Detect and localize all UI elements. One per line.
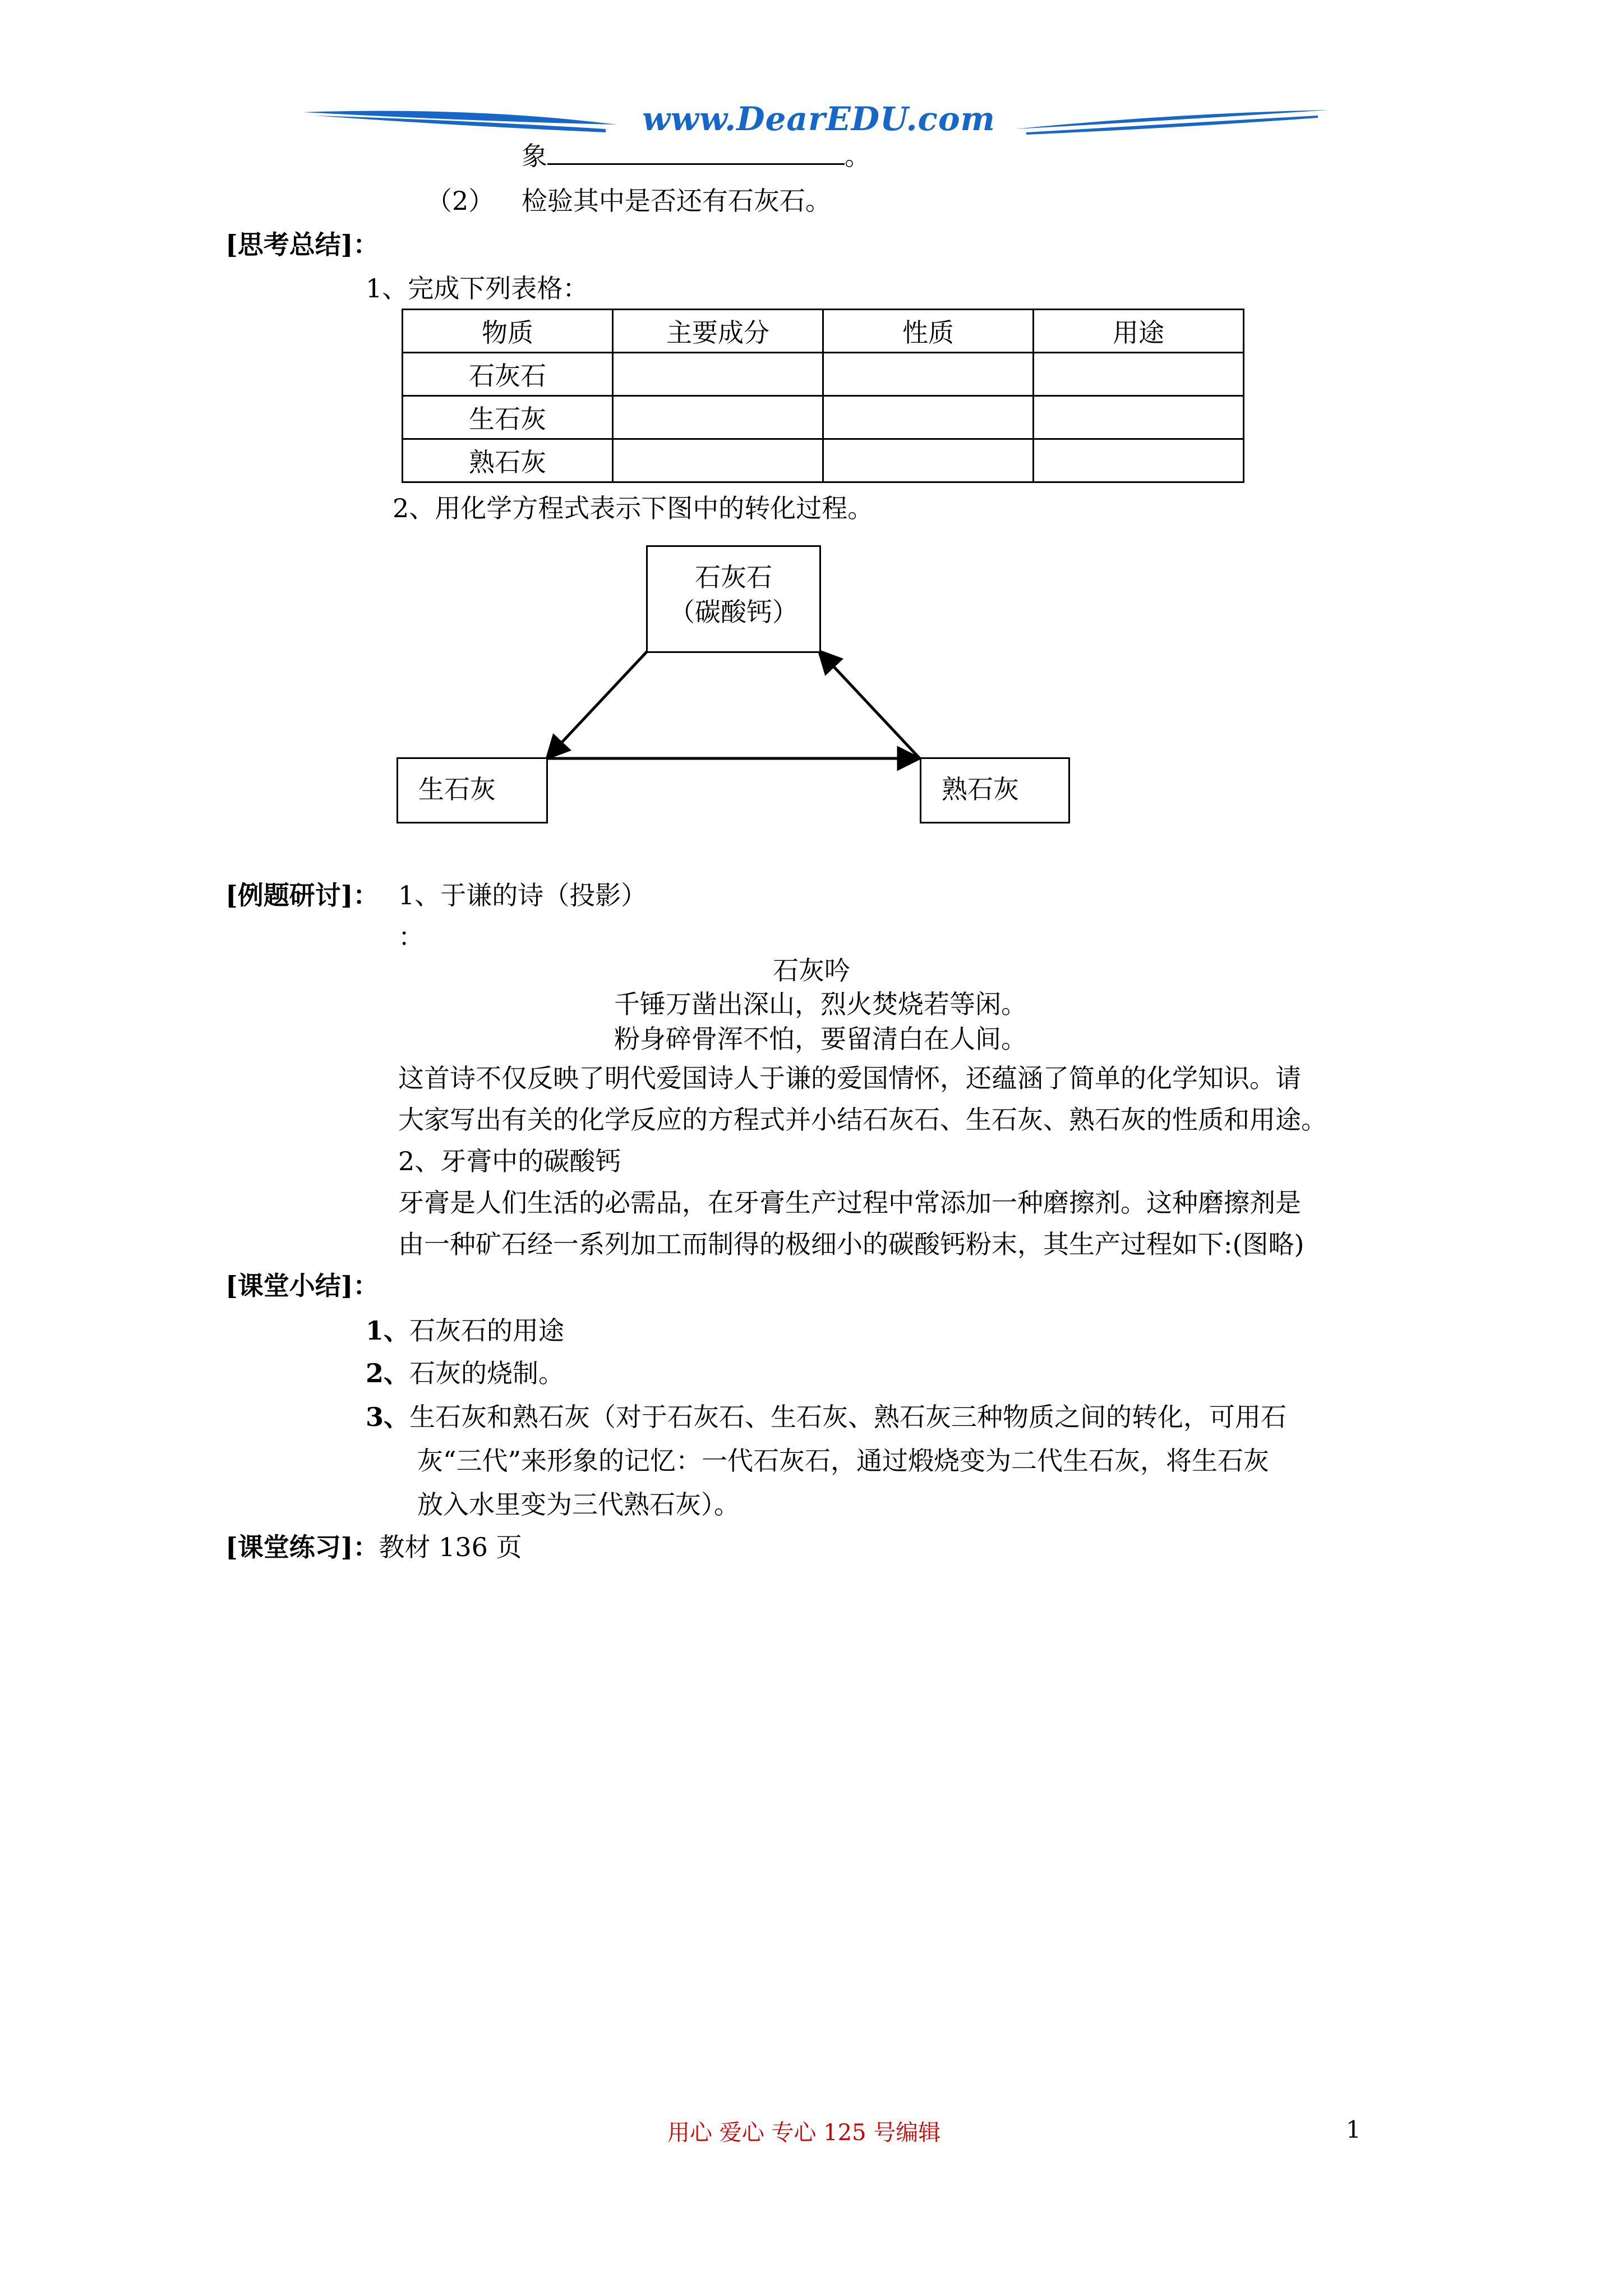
summary-q1: 1、完成下列表格：	[366, 273, 589, 303]
item-number: 1、	[366, 1315, 410, 1346]
site-logo[interactable]: www.DearEDU.com	[642, 100, 995, 138]
poem-title: 石灰吟	[773, 955, 850, 986]
poem-line: 粉身碎骨浑不怕，要留清白在人间。	[614, 1024, 1027, 1054]
summary-item	[366, 1356, 564, 1390]
section-heading-example: [例题研讨]：	[225, 880, 379, 910]
table-row-label: 生石灰	[403, 396, 613, 439]
answer-line	[522, 139, 870, 173]
table-cell[interactable]	[823, 439, 1034, 482]
table-cell[interactable]	[1034, 439, 1244, 482]
stray-colon: ：	[398, 922, 424, 952]
node-quicklime	[396, 757, 548, 823]
table-header-cell: 性质	[823, 310, 1034, 353]
practice-text: 教材 136 页	[379, 1532, 522, 1562]
step-2	[426, 184, 831, 218]
node-label: 熟石灰	[942, 774, 1019, 804]
line-prefix: 象	[522, 141, 547, 171]
section-heading-class-summary: [课堂小结]：	[225, 1271, 379, 1301]
node-limestone	[646, 545, 821, 653]
table-cell[interactable]	[1034, 396, 1244, 439]
item-text: 生石灰和熟石灰（对于石灰石、生石灰、熟石灰三种物质之间的转化，可用石	[409, 1402, 1287, 1432]
table-header-cell: 用途	[1034, 310, 1244, 353]
summary-item	[366, 1314, 564, 1347]
node-label: 生石灰	[418, 774, 496, 804]
summary-q2: 2、用化学方程式表示下图中的转化过程。	[393, 493, 874, 523]
table-header-row	[403, 310, 1244, 353]
paragraph-line: 牙膏是人们生活的必需品，在牙膏生产过程中常添加一种磨擦剂。这种磨擦剂是	[398, 1188, 1301, 1218]
item-number: 2、	[366, 1358, 410, 1388]
node-slakedlime	[920, 757, 1070, 823]
table-cell[interactable]	[613, 439, 823, 482]
table-row	[403, 396, 1244, 439]
node-label: 石灰石	[695, 562, 772, 592]
step-text: 检验其中是否还有石灰石。	[521, 186, 831, 216]
table-cell[interactable]	[613, 396, 823, 439]
paragraph-line: 由一种矿石经一系列加工而制得的极细小的碳酸钙粉末，其生产过程如下:(图略)	[398, 1229, 1304, 1259]
table-row	[403, 439, 1244, 482]
table-cell[interactable]	[613, 353, 823, 396]
example-item-1: 1、于谦的诗（投影）	[398, 880, 647, 910]
summary-item	[366, 1400, 1287, 1434]
table-header-cell: 物质	[403, 310, 613, 353]
table-cell[interactable]	[823, 353, 1034, 396]
table-row-label: 熟石灰	[403, 439, 613, 482]
poem-line: 千锤万凿出深山，烈火焚烧若等闲。	[614, 989, 1027, 1019]
section-heading-practice: [课堂练习]：	[225, 1532, 379, 1562]
summary-item-continuation: 灰“三代”来形象的记忆：一代石灰石，通过煅烧变为二代生石灰，将生石灰	[417, 1446, 1270, 1476]
table-header-cell: 主要成分	[613, 310, 823, 353]
table-cell[interactable]	[1034, 353, 1244, 396]
practice-line	[225, 1530, 522, 1564]
properties-table	[402, 309, 1244, 483]
step-number: （2）	[426, 186, 495, 216]
table-cell[interactable]	[823, 396, 1034, 439]
arrow-slakedlime-to-limestone	[819, 651, 920, 758]
table-row	[403, 353, 1244, 396]
fill-blank	[547, 140, 845, 165]
example-item-2: 2、牙膏中的碳酸钙	[398, 1146, 621, 1176]
section-heading-summary: [思考总结]：	[225, 229, 379, 260]
line-suffix: 。	[845, 141, 870, 171]
summary-item-continuation: 放入水里变为三代熟石灰）。	[417, 1489, 740, 1520]
item-text: 石灰的烧制。	[409, 1358, 565, 1388]
item-number: 3、	[366, 1402, 410, 1432]
footer-note: 用心 爱心 专心 125 号编辑	[667, 2120, 941, 2146]
item-text: 石灰石的用途	[409, 1315, 565, 1346]
table-row-label: 石灰石	[403, 353, 613, 396]
node-sublabel: （碳酸钙）	[669, 597, 798, 627]
page-number: 1	[1346, 2116, 1361, 2143]
paragraph-line: 这首诗不仅反映了明代爱国诗人于谦的爱国情怀，还蕴涵了简单的化学知识。请	[398, 1063, 1301, 1093]
arrow-limestone-to-quicklime	[547, 651, 648, 758]
paragraph-line: 大家写出有关的化学反应的方程式并小结石灰石、生石灰、熟石灰的性质和用途。	[398, 1105, 1327, 1135]
